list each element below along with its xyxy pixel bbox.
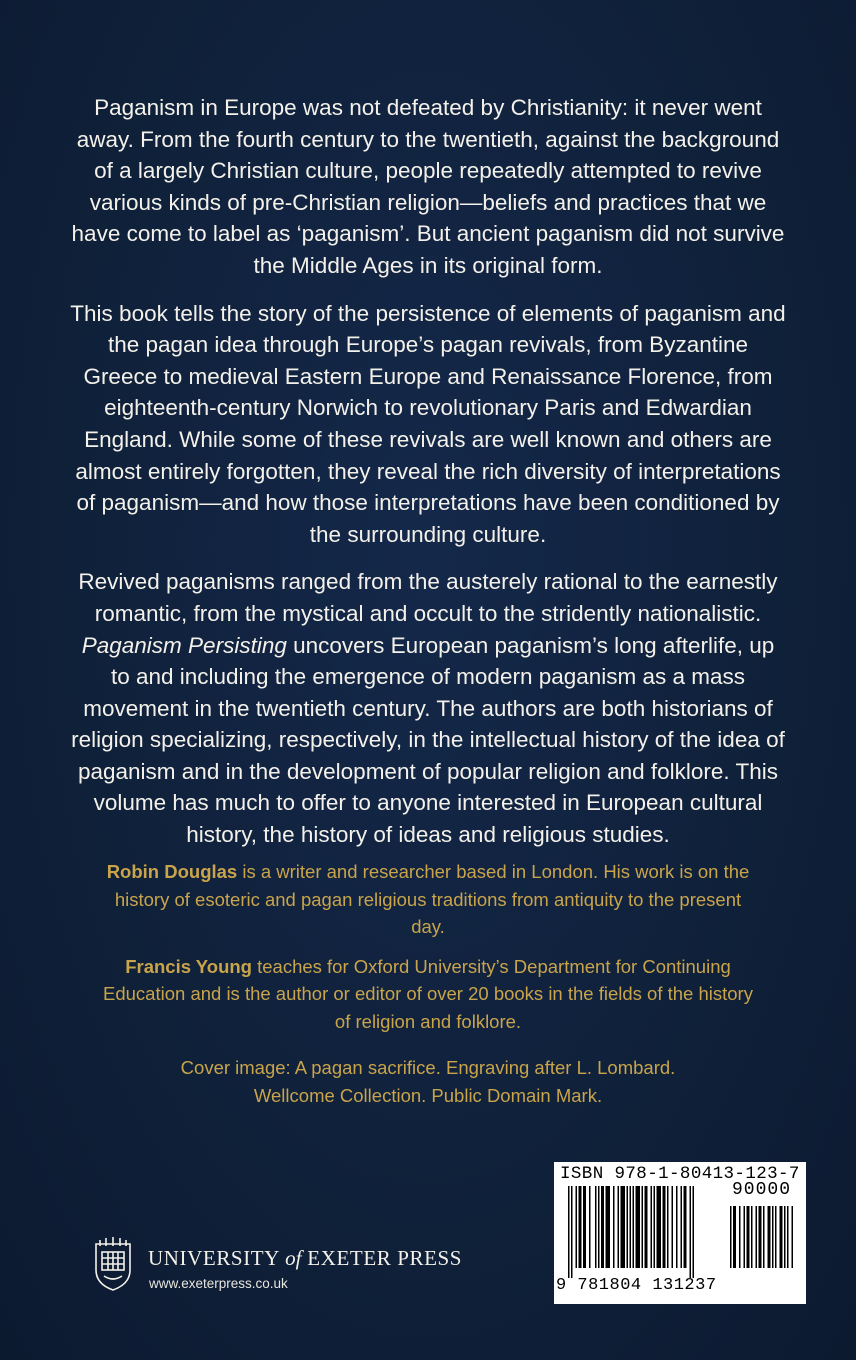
barcode-bar (579, 1186, 582, 1268)
barcode-bar (657, 1186, 662, 1268)
barcode-bar (763, 1206, 765, 1268)
publisher-name-part-2: EXETER PRESS (307, 1246, 463, 1270)
barcode-bar (598, 1186, 600, 1268)
barcode-bar (744, 1206, 746, 1268)
author-bios (96, 858, 760, 1047)
barcode-bar (684, 1186, 687, 1268)
barcode-bar (730, 1206, 732, 1268)
barcode (554, 1162, 806, 1304)
isbn-label: ISBN 978-1-80413-123-7 (560, 1164, 800, 1184)
blurb-paragraph-2: This book tells the story of the persistence of elements of paganism and the pagan idea through Europe’s pagan revivals, from Byzantine Greece to medieval Eastern Europe and Renaissance Florence, from eighteenth-century Norwich to revolutionary Paris and Edwardian England. While some of these revivals are well known and others are almost entirely forgotten, they reveal the rich diversity of interpretations of paganism—and how those interpretations have been conditioned by the surrounding culture. (70, 300, 786, 547)
barcode-bar (775, 1206, 777, 1268)
blurb-paragraph-3-lead: Revived paganisms ranged from the austerely rational to the earnestly romantic, from the mystical and occult to the stridently nationalistic. (78, 569, 778, 626)
author-bio-1 (96, 858, 760, 941)
barcode-bar (759, 1206, 762, 1268)
publisher-url: www.exeterpress.co.uk (149, 1276, 288, 1291)
author-name-1: Robin Douglas (106, 861, 238, 882)
barcode-bar (571, 1186, 573, 1278)
publisher-name (148, 1246, 462, 1271)
blurb-paragraph-1: Paganism in Europe was not defeated by Christianity: it never went away. From the fourth century to the twentieth, against the background of a largely Christian culture, people repeatedly attempted to revive various kinds of pre-Christian religion—beliefs and practices that we have come to label as ‘paganism’. But ancient paganism did not survive the Middle Ages in its original form. (71, 95, 785, 278)
barcode-bar (672, 1186, 674, 1268)
barcode-bar (792, 1206, 794, 1268)
barcode-bar (642, 1186, 644, 1268)
credit-line-1: Cover image: A pagan sacrifice. Engraving after L. Lombard. (180, 1057, 676, 1078)
barcode-bar (627, 1186, 629, 1268)
author-name-2: Francis Young (125, 955, 252, 977)
addon-barcode-bars (730, 1206, 796, 1276)
barcode-bar (568, 1186, 570, 1278)
cover-image-credit (96, 1054, 760, 1109)
barcode-bar (613, 1186, 615, 1268)
barcode-bar (630, 1186, 632, 1268)
barcode-bar (772, 1206, 774, 1268)
barcode-bar (768, 1206, 771, 1268)
book-title-italic: Paganism Persisting (81, 632, 287, 658)
barcode-bar (663, 1186, 666, 1268)
barcode-bar (690, 1186, 692, 1278)
barcode-bar (756, 1206, 758, 1268)
barcode-bar (621, 1186, 626, 1268)
blurb (70, 92, 786, 867)
author-bio-text-2: teaches for Oxford University’s Department for Continuing Education and is the author or editor of over 20 books in the fields of the history of religion and folklore. (103, 955, 753, 1032)
price-code: 90000 (732, 1180, 792, 1200)
barcode-bar (751, 1206, 753, 1268)
publisher-name-part-1: UNIVERSITY (148, 1246, 280, 1270)
barcode-bar (595, 1186, 597, 1268)
barcode-bar (654, 1186, 656, 1268)
barcode-bar (681, 1186, 683, 1268)
barcode-bar (576, 1186, 578, 1268)
barcode-bar (583, 1186, 586, 1268)
blurb-paragraph-3-rest: uncovers European paganism’s long afterlife, up to and including the emergence of modern paganism as a mass movement in the twentieth century. The authors are both historians of religion specializing, respectively, in the intellectual history of the idea of paganism and in the development of popular religion and folklore. This volume has much to offer to anyone interested in European cultural history, the history of ideas and religious studies. (71, 632, 785, 848)
barcode-bar (747, 1206, 750, 1268)
barcode-bar (618, 1186, 620, 1268)
ean-barcode-bars (568, 1186, 728, 1278)
barcode-bar (636, 1186, 641, 1268)
barcode-bar (651, 1186, 653, 1268)
barcode-bar (693, 1186, 695, 1278)
barcode-bar (733, 1206, 736, 1268)
credit-line-2: Wellcome Collection. Public Domain Mark. (253, 1084, 603, 1106)
barcode-bar (667, 1186, 669, 1268)
barcode-bar (645, 1186, 648, 1268)
barcode-bar (676, 1186, 678, 1268)
barcode-bar (589, 1186, 591, 1268)
barcode-bar (739, 1206, 741, 1268)
barcode-bar (784, 1206, 786, 1268)
author-bio-2 (96, 953, 760, 1036)
barcode-bar (787, 1206, 789, 1268)
author-bio-text-1: is a writer and researcher based in London. His work is on the history of esoteric and pagan religious traditions from antiquity to the present day. (114, 861, 750, 937)
barcode-bar (633, 1186, 635, 1268)
barcode-bar (601, 1186, 604, 1268)
blurb-paragraph-3 (70, 566, 786, 850)
barcode-bar (606, 1186, 611, 1268)
barcode-bar (780, 1206, 783, 1268)
exeter-crest-icon (92, 1236, 134, 1292)
publisher-name-of: of (285, 1246, 302, 1270)
publisher-block (92, 1236, 512, 1306)
ean-digits: 9 781804 131237 (556, 1276, 717, 1295)
